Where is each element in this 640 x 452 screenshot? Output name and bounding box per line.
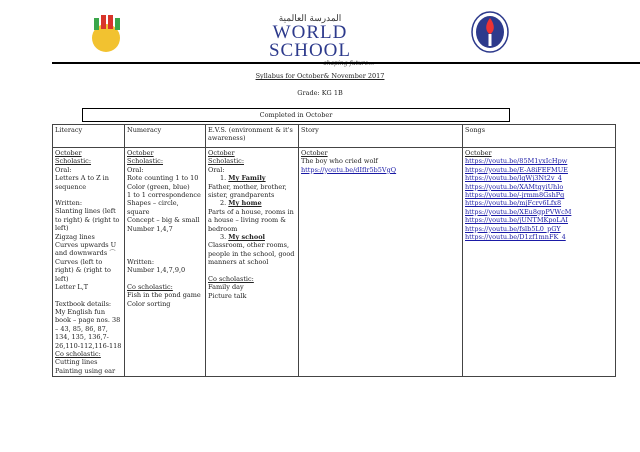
text: Zigzag lines [55, 232, 95, 241]
text: Number 1,4,7 [127, 224, 173, 233]
text: Picture talk [208, 291, 247, 300]
text: 1 to 1 correspondence [127, 191, 201, 200]
literacy-cell [53, 148, 125, 377]
col-story: Story [299, 125, 463, 148]
label: Scholastic: [55, 157, 92, 166]
songs-cell [463, 148, 616, 377]
song-link[interactable]: https://youtu.be/mjFcrv6Lfx8 [465, 199, 562, 208]
text: Number 1,4,7,9,0 [127, 266, 186, 275]
text: Letter L,T [55, 283, 89, 292]
world-school-logo [230, 14, 390, 67]
label: Scholastic: [127, 157, 164, 166]
label: Textbook details: [55, 299, 112, 308]
text: My English fun book – page nos. 38 – 43, 85, 86, 87, 134, 135, 136,7-26,110-112,116-118 [55, 307, 122, 350]
text: Letters A to Z in sequence [55, 174, 109, 191]
text: Painting using ear [55, 366, 116, 375]
song-link[interactable]: https://youtu.be/85M1yxIcHpw [465, 157, 568, 166]
arabic-name: المدرسة العالمية [278, 14, 342, 24]
text: Rote counting 1 to 10 [127, 174, 199, 183]
grade-label: Grade: KG 1B [297, 89, 343, 97]
song-link[interactable]: https://youtu.be/lgWj3Nt2v_4 [465, 174, 562, 183]
torch-seal-logo [470, 10, 510, 54]
syllabus-table [52, 124, 616, 377]
song-link[interactable]: https://youtu.be/-jrmm8GshPg [465, 191, 565, 200]
label: Written: [55, 199, 83, 208]
text: Family day [208, 283, 244, 292]
text: Slanting lines (left to right) & (right to left) [55, 207, 120, 233]
col-numeracy: Numeracy [125, 125, 206, 148]
header-divider [52, 62, 640, 64]
text: Cutting lines [55, 358, 98, 367]
label: Oral: [55, 165, 72, 174]
month: October [301, 149, 328, 157]
label: Co scholastic: [208, 274, 254, 283]
text: Curves (left to right) & (right to left) [55, 257, 111, 283]
text: Color (green, blue) [127, 182, 190, 191]
story-title: The boy who cried wolf [301, 157, 378, 166]
text: Curves upwards U and downwards ⌒ [55, 241, 117, 258]
evs-cell [206, 148, 299, 377]
label: Oral: [127, 165, 144, 174]
month: October [465, 149, 492, 157]
topic-heading: 2. My home [220, 199, 262, 208]
col-evs: E.V.S. (environment & it's awareness) [206, 125, 299, 148]
song-link[interactable]: https://youtu.be/jUNTMKpoLAI [465, 216, 568, 225]
month: October [208, 149, 235, 157]
text: Classroom, other rooms, people in the school, good manners at school [208, 241, 295, 267]
col-literacy: Literacy [53, 125, 125, 148]
text: Shapes – circle, square [127, 199, 179, 216]
month: October [127, 149, 154, 157]
month: October [55, 149, 82, 157]
text: Parts of a house, rooms in a house – living room & bedroom [208, 207, 294, 233]
song-link[interactable]: https://youtu.be/fslb5L0_pGY [465, 224, 561, 233]
label: Oral: [208, 165, 225, 174]
song-link[interactable]: https://youtu.be/D1zf1mnFK_4 [465, 233, 566, 242]
text: Concept – big & small [127, 216, 200, 225]
topic-heading: 1. My Family [220, 174, 266, 183]
story-link[interactable]: https://youtu.be/dIflr5b5VgQ [301, 165, 397, 174]
page-title: Syllabus for October& November 2017 [255, 72, 385, 80]
text: Father, mother, brother, sister, grandparents [208, 182, 287, 200]
completed-banner: Completed in October [82, 108, 510, 122]
label: Co scholastic: [127, 282, 173, 291]
numeracy-cell [125, 148, 206, 377]
song-link[interactable]: https://youtu.be/XAMtgyiUhlo [465, 182, 564, 191]
song-link[interactable]: https://youtu.be/E-A8iFEFMUE [465, 165, 568, 174]
col-songs: Songs [463, 125, 616, 148]
school-emblem-logo [84, 10, 128, 54]
label: Scholastic: [208, 157, 245, 166]
text: Color sorting [127, 299, 171, 308]
label: Co scholastic: [55, 349, 101, 358]
song-link[interactable]: https://youtu.be/XEu8gpPVWcM [465, 207, 572, 216]
topic-heading: 3. My school [220, 233, 265, 242]
story-cell [299, 148, 463, 377]
school-name: WORLD SCHOOL [268, 22, 351, 61]
text: Fish in the pond game [127, 291, 201, 300]
label: Written: [127, 258, 155, 267]
